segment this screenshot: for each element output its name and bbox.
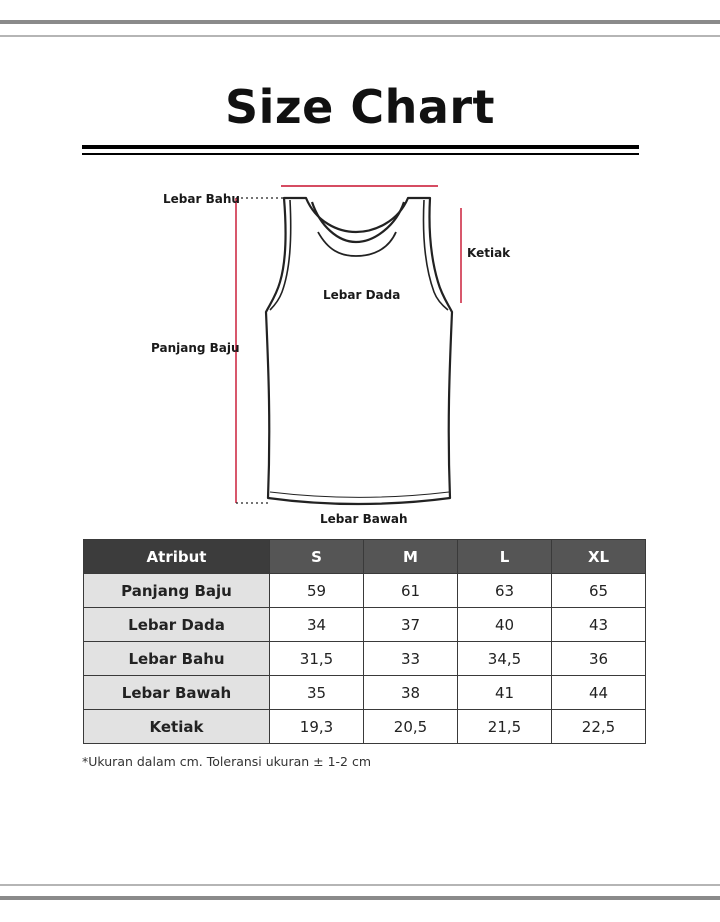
table-row [84,642,646,676]
header-size-l: L [458,540,552,574]
table-cell: 22,5 [552,710,646,744]
label-lebar-dada: Lebar Dada [323,288,401,302]
table-cell: 65 [552,574,646,608]
table-cell: 61 [364,574,458,608]
table-cell: 44 [552,676,646,710]
table-cell: 31,5 [270,642,364,676]
label-lebar-bahu: Lebar Bahu [163,192,240,206]
row-label: Panjang Baju [84,574,270,608]
table-cell: 41 [458,676,552,710]
label-ketiak: Ketiak [467,246,511,260]
header-size-xl: XL [552,540,646,574]
table-row [84,710,646,744]
label-panjang-baju: Panjang Baju [151,341,240,355]
table-cell: 34 [270,608,364,642]
table-header-row [84,540,646,574]
header-size-s: S [270,540,364,574]
page-title: Size Chart [224,80,496,134]
table-cell: 63 [458,574,552,608]
table-cell: 34,5 [458,642,552,676]
table-cell: 38 [364,676,458,710]
header-size-m: M [364,540,458,574]
row-label: Lebar Bahu [84,642,270,676]
table-cell: 19,3 [270,710,364,744]
bottom-border-thick [0,896,720,900]
label-lebar-bawah: Lebar Bawah [320,512,408,526]
row-label: Ketiak [84,710,270,744]
table-row [84,574,646,608]
table-cell: 35 [270,676,364,710]
table-cell: 33 [364,642,458,676]
table-cell: 59 [270,574,364,608]
row-label: Lebar Dada [84,608,270,642]
table-cell: 40 [458,608,552,642]
table-cell: 36 [552,642,646,676]
table-cell: 21,5 [458,710,552,744]
bottom-border-thin [0,884,720,886]
row-label: Lebar Bawah [84,676,270,710]
table-cell: 37 [364,608,458,642]
size-table [83,539,646,744]
table-cell: 20,5 [364,710,458,744]
table-row [84,676,646,710]
size-note: *Ukuran dalam cm. Toleransi ukuran ± 1-2 cm [82,754,372,769]
tank-top-outline [266,198,452,504]
table-row [84,608,646,642]
header-atribut: Atribut [84,540,270,574]
table-cell: 43 [552,608,646,642]
